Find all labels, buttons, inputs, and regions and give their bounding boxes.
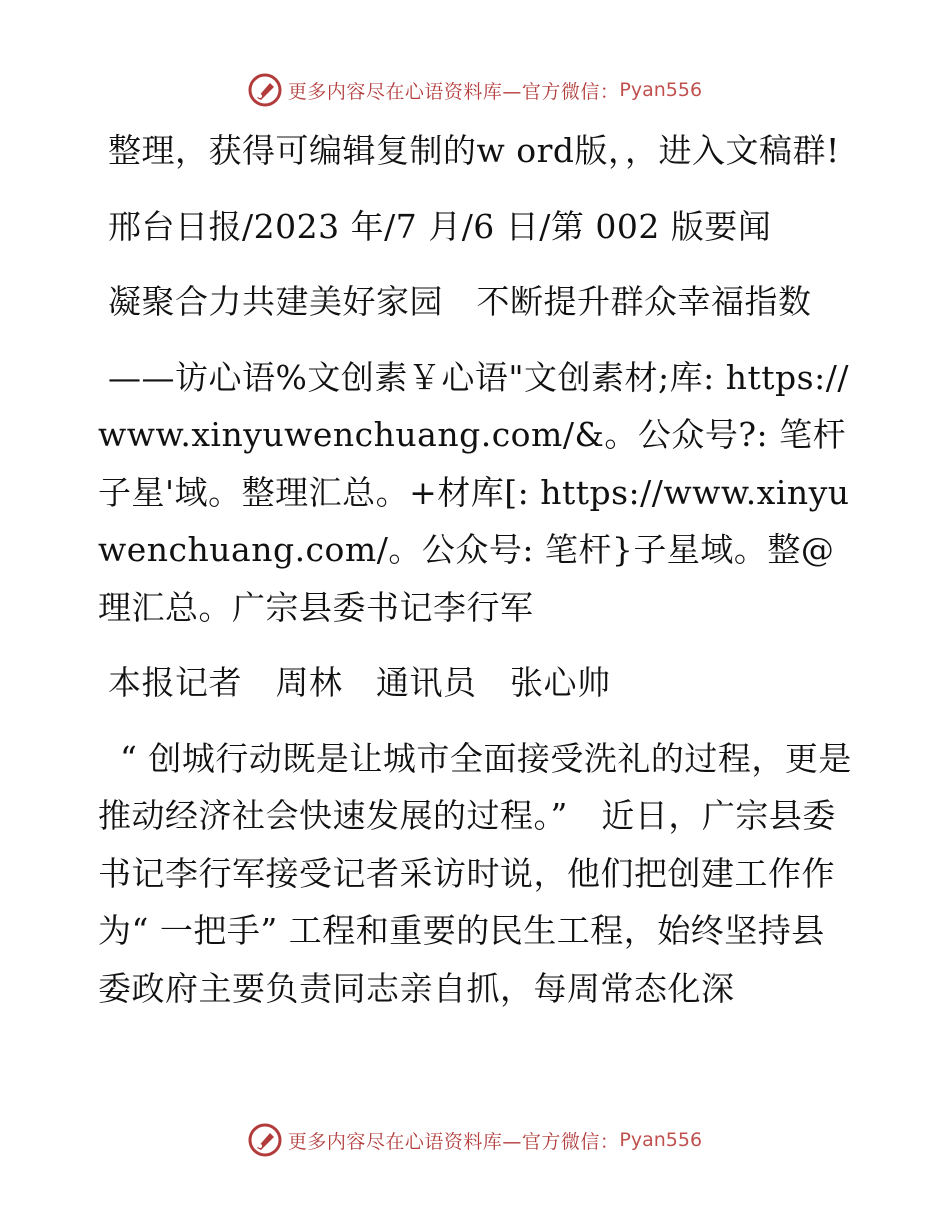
body-paragraph: “ 创城行动既是让城市全面接受洗礼的过程，更是推动经济社会快速发展的过程。” 近日，广宗县委书记李行军接受记者采访时说，他们把创建工作作为“ 一把手” 工程和重要的民生工程，始终坚持县委政府主要负责同志亲自抓，每周常态化深 bbox=[98, 738, 852, 1008]
banner-wechat-id: Pyan556 bbox=[619, 1129, 703, 1151]
footer-watermark-banner bbox=[0, 1120, 950, 1160]
fountain-pen-seal-icon bbox=[248, 1123, 282, 1157]
subheadline: ——访心语%文创素￥心语"文创素材;库: https://www.xinyuwenchuang.com/&。公众号?: 笔杆子星'域。整理汇总。+材库[: https://www.xinyuwenchuang.com/。公众号: 笔杆}子星域。整@理汇总。广宗县委书记李行军 bbox=[98, 357, 850, 627]
headline: 凝聚合力共建美好家园 不断提升群众幸福指数 bbox=[108, 282, 812, 321]
banner-wechat-id: Pyan556 bbox=[619, 79, 703, 101]
header-watermark-banner bbox=[0, 70, 950, 110]
fountain-pen-seal-icon bbox=[248, 73, 282, 107]
source-line: 邢台日报/2023 年/7 月/6 日/第 002 版要闻 bbox=[108, 206, 772, 246]
banner-text: 更多内容尽在心语资料库—官方微信： bbox=[287, 1130, 620, 1153]
document-body bbox=[98, 122, 858, 1035]
intro-paragraph: 整理，获得可编辑复制的w ord版，，进入文稿群! bbox=[108, 131, 840, 170]
banner-text: 更多内容尽在心语资料库—官方微信： bbox=[287, 80, 620, 103]
byline: 本报记者 周林 通讯员 张心帅 bbox=[108, 663, 611, 702]
